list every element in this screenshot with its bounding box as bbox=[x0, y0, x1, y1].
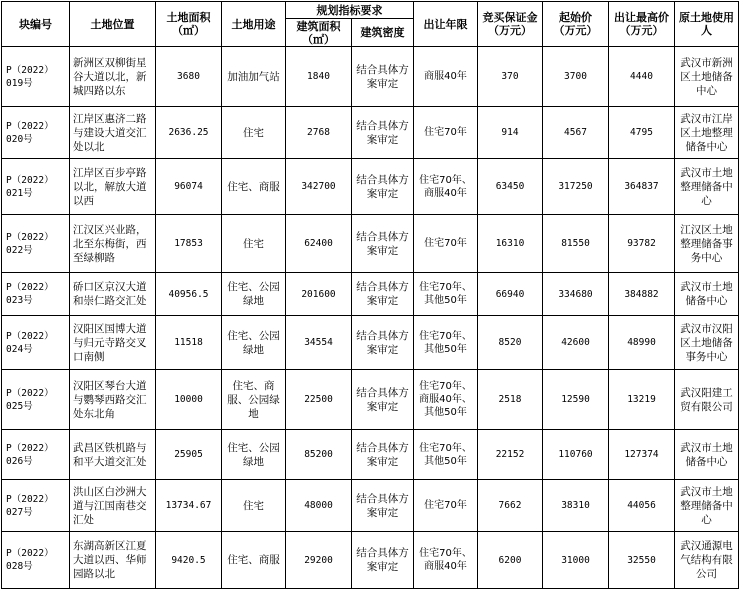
cell-location: 汉阳区国博大道与归元寺路交叉口南侧 bbox=[70, 316, 156, 370]
cell-location: 东湖高新区江夏大道以西、华师园路以北 bbox=[70, 532, 156, 589]
cell-floor-area: 342700 bbox=[286, 159, 352, 215]
cell-block-no: P（2022） 026号 bbox=[2, 430, 70, 480]
cell-density: 结合具体方案审定 bbox=[352, 532, 414, 589]
cell-density: 结合具体方案审定 bbox=[352, 316, 414, 370]
cell-max-price: 48990 bbox=[609, 316, 675, 370]
table-row bbox=[2, 430, 739, 480]
cell-area: 10000 bbox=[156, 370, 222, 430]
cell-original-unit: 武汉市江岸区土地整理储备中心 bbox=[675, 107, 739, 159]
header-start-price: 起始价 （万元） bbox=[543, 2, 609, 47]
header-density: 建筑密度 bbox=[352, 19, 414, 47]
cell-original-unit: 武汉市新洲区土地储备中心 bbox=[675, 47, 739, 107]
cell-area: 25905 bbox=[156, 430, 222, 480]
header-planning: 规划指标要求 bbox=[286, 2, 414, 19]
cell-original-unit: 武汉市土地整理储备中心 bbox=[675, 159, 739, 215]
header-max-price: 出让最高价 （万元） bbox=[609, 2, 675, 47]
cell-max-price: 32550 bbox=[609, 532, 675, 589]
cell-block-no: P（2022） 025号 bbox=[2, 370, 70, 430]
cell-term: 住宅70年 bbox=[414, 107, 478, 159]
cell-area: 96074 bbox=[156, 159, 222, 215]
cell-area: 3680 bbox=[156, 47, 222, 107]
cell-original-unit: 武汉阳建工贸有限公司 bbox=[675, 370, 739, 430]
cell-start-price: 38310 bbox=[543, 480, 609, 532]
cell-location: 江岸区惠济二路与建设大道交汇处以北 bbox=[70, 107, 156, 159]
table-row bbox=[2, 47, 739, 107]
table-row bbox=[2, 370, 739, 430]
cell-term: 住宅70年、 商服40年 bbox=[414, 159, 478, 215]
cell-max-price: 4795 bbox=[609, 107, 675, 159]
cell-use: 住宅 bbox=[222, 480, 286, 532]
cell-density: 结合具体方案审定 bbox=[352, 215, 414, 273]
cell-area: 9420.5 bbox=[156, 532, 222, 589]
cell-floor-area: 29200 bbox=[286, 532, 352, 589]
cell-location: 洪山区白沙洲大道与江国南巷交汇处 bbox=[70, 480, 156, 532]
cell-original-unit: 武汉市土地储备中心 bbox=[675, 430, 739, 480]
cell-block-no: P（2022） 027号 bbox=[2, 480, 70, 532]
cell-deposit: 914 bbox=[478, 107, 543, 159]
cell-location: 武昌区铁机路与和平大道交汇处 bbox=[70, 430, 156, 480]
cell-max-price: 4440 bbox=[609, 47, 675, 107]
table-row bbox=[2, 480, 739, 532]
header-deposit: 竞买保证金 （万元） bbox=[478, 2, 543, 47]
cell-start-price: 81550 bbox=[543, 215, 609, 273]
cell-floor-area: 2768 bbox=[286, 107, 352, 159]
cell-deposit: 63450 bbox=[478, 159, 543, 215]
cell-deposit: 2518 bbox=[478, 370, 543, 430]
cell-floor-area: 34554 bbox=[286, 316, 352, 370]
cell-location: 江岸区百步亭路以北，解放大道以西 bbox=[70, 159, 156, 215]
cell-block-no: P（2022） 019号 bbox=[2, 47, 70, 107]
cell-deposit: 66940 bbox=[478, 273, 543, 316]
cell-area: 17853 bbox=[156, 215, 222, 273]
cell-start-price: 42600 bbox=[543, 316, 609, 370]
cell-start-price: 110760 bbox=[543, 430, 609, 480]
header-floor-area: 建筑面积 （㎡） bbox=[286, 19, 352, 47]
header-block-no: 块编号 bbox=[2, 2, 70, 47]
cell-term: 住宅70年 bbox=[414, 215, 478, 273]
cell-area: 11518 bbox=[156, 316, 222, 370]
cell-block-no: P（2022） 028号 bbox=[2, 532, 70, 589]
cell-density: 结合具体方案审定 bbox=[352, 480, 414, 532]
cell-term: 住宅70年、 其他50年 bbox=[414, 430, 478, 480]
cell-term: 住宅70年、 其他50年 bbox=[414, 316, 478, 370]
cell-block-no: P（2022） 023号 bbox=[2, 273, 70, 316]
cell-use: 住宅 bbox=[222, 107, 286, 159]
table-body bbox=[2, 47, 739, 589]
cell-floor-area: 201600 bbox=[286, 273, 352, 316]
cell-max-price: 364837 bbox=[609, 159, 675, 215]
cell-deposit: 370 bbox=[478, 47, 543, 107]
cell-density: 结合具体方案审定 bbox=[352, 47, 414, 107]
cell-max-price: 93782 bbox=[609, 215, 675, 273]
cell-area: 2636.25 bbox=[156, 107, 222, 159]
cell-floor-area: 48000 bbox=[286, 480, 352, 532]
cell-density: 结合具体方案审定 bbox=[352, 430, 414, 480]
cell-original-unit: 武汉市土地整理储备中心 bbox=[675, 480, 739, 532]
cell-original-unit: 武汉市土地储备中心 bbox=[675, 273, 739, 316]
cell-use: 住宅、公园绿地 bbox=[222, 316, 286, 370]
cell-floor-area: 1840 bbox=[286, 47, 352, 107]
table-row bbox=[2, 215, 739, 273]
cell-density: 结合具体方案审定 bbox=[352, 107, 414, 159]
cell-original-unit: 武汉市汉阳区土地储备事务中心 bbox=[675, 316, 739, 370]
cell-term: 商服40年 bbox=[414, 47, 478, 107]
cell-start-price: 3700 bbox=[543, 47, 609, 107]
table-row bbox=[2, 273, 739, 316]
cell-block-no: P（2022） 020号 bbox=[2, 107, 70, 159]
cell-floor-area: 22500 bbox=[286, 370, 352, 430]
cell-use: 住宅、公园绿地 bbox=[222, 273, 286, 316]
cell-original-unit: 江汉区土地整理储备事务中心 bbox=[675, 215, 739, 273]
cell-max-price: 44056 bbox=[609, 480, 675, 532]
cell-deposit: 22152 bbox=[478, 430, 543, 480]
table-row bbox=[2, 316, 739, 370]
cell-use: 住宅 bbox=[222, 215, 286, 273]
cell-location: 新洲区双柳街星谷大道以北，新城四路以东 bbox=[70, 47, 156, 107]
cell-location: 硚口区京汉大道和崇仁路交汇处 bbox=[70, 273, 156, 316]
header-area: 土地面积 （㎡） bbox=[156, 2, 222, 47]
cell-block-no: P（2022） 022号 bbox=[2, 215, 70, 273]
cell-location: 汉阳区琴台大道与鹦琴西路交汇处东北角 bbox=[70, 370, 156, 430]
header-original-unit: 原土地使用 人 bbox=[675, 2, 739, 47]
cell-start-price: 4567 bbox=[543, 107, 609, 159]
table-row bbox=[2, 532, 739, 589]
cell-use: 加油加气站 bbox=[222, 47, 286, 107]
cell-use: 住宅、商服 bbox=[222, 159, 286, 215]
cell-term: 住宅70年、 其他50年 bbox=[414, 273, 478, 316]
cell-density: 结合具体方案审定 bbox=[352, 273, 414, 316]
cell-term: 住宅70年、 商服40年、 其他50年 bbox=[414, 370, 478, 430]
cell-density: 结合具体方案审定 bbox=[352, 159, 414, 215]
cell-area: 40956.5 bbox=[156, 273, 222, 316]
cell-max-price: 13219 bbox=[609, 370, 675, 430]
table-row bbox=[2, 107, 739, 159]
header-term: 出让年限 bbox=[414, 2, 478, 47]
cell-deposit: 7662 bbox=[478, 480, 543, 532]
cell-deposit: 8520 bbox=[478, 316, 543, 370]
cell-use: 住宅、商服、公园绿地 bbox=[222, 370, 286, 430]
cell-location: 江汉区兴业路，北至东梅街，西至绿柳路 bbox=[70, 215, 156, 273]
cell-start-price: 31000 bbox=[543, 532, 609, 589]
cell-max-price: 127374 bbox=[609, 430, 675, 480]
cell-max-price: 384882 bbox=[609, 273, 675, 316]
header-location: 土地位置 bbox=[70, 2, 156, 47]
cell-original-unit: 武汉通源电气结构有限公司 bbox=[675, 532, 739, 589]
cell-deposit: 16310 bbox=[478, 215, 543, 273]
table-row bbox=[2, 159, 739, 215]
cell-term: 住宅70年、 商服40年 bbox=[414, 532, 478, 589]
cell-use: 住宅、公园绿地 bbox=[222, 430, 286, 480]
cell-start-price: 12590 bbox=[543, 370, 609, 430]
cell-floor-area: 62400 bbox=[286, 215, 352, 273]
land-auction-table bbox=[1, 1, 739, 589]
cell-block-no: P（2022） 021号 bbox=[2, 159, 70, 215]
cell-start-price: 334680 bbox=[543, 273, 609, 316]
cell-block-no: P（2022） 024号 bbox=[2, 316, 70, 370]
cell-term: 住宅70年 bbox=[414, 480, 478, 532]
cell-use: 住宅、商服 bbox=[222, 532, 286, 589]
cell-floor-area: 85200 bbox=[286, 430, 352, 480]
cell-deposit: 6200 bbox=[478, 532, 543, 589]
cell-area: 13734.67 bbox=[156, 480, 222, 532]
cell-density: 结合具体方案审定 bbox=[352, 370, 414, 430]
header-use: 土地用途 bbox=[222, 2, 286, 47]
cell-start-price: 317250 bbox=[543, 159, 609, 215]
